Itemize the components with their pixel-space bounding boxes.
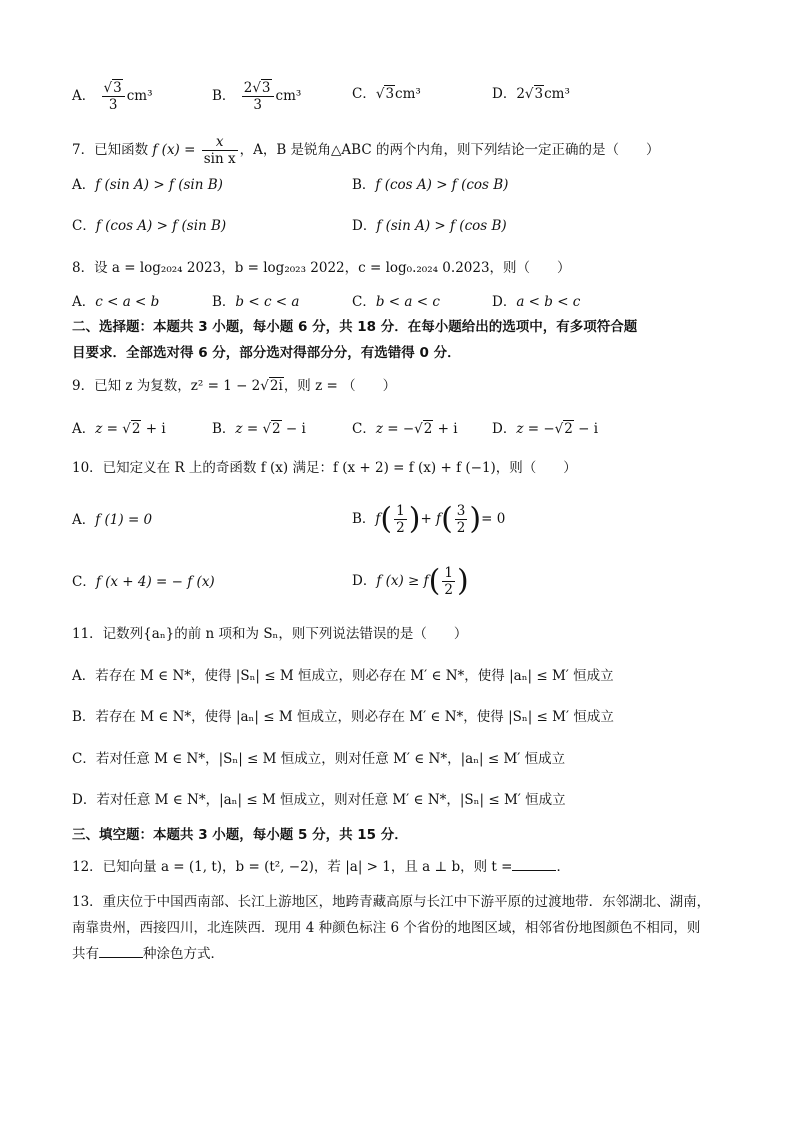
q8-option-c: C．b < a < c <box>352 294 440 310</box>
q6-option-a: A． $\frac{√3}{3}$ cm³ <box>72 80 153 113</box>
q7-option-c: C．f (cos A) > f (sin B) <box>72 218 227 234</box>
q10-option-b: B．f( $\frac{1}{2}$ )+ f( $\frac{3}{2}$ )= 0 <box>352 501 506 537</box>
q6-option-d: D．2√3cm³ <box>492 86 570 102</box>
q11-option-d: D．若对任意 M ∈ N*，|aₙ| ≤ M 恒成立，则对任意 M′ ∈ N*，|Sₙ| ≤ M′ 恒成立 <box>72 792 566 808</box>
q11-stem: 11．记数列{aₙ}的前 n 项和为 Sₙ，则下列说法错误的是（ ） <box>72 626 468 642</box>
q12-stem: 12．已知向量 a = (1, t)，b = (t², −2)，若 |a| > 1，且 a ⊥ b，则 t = ． <box>72 859 570 875</box>
q10-option-c: C．f (x + 4) = − f (x) <box>72 574 215 590</box>
q9-option-a: A．z = √2 + i <box>72 421 166 437</box>
q9-option-b: B．z = √2 − i <box>212 421 306 437</box>
q7-option-a: A．f (sin A) > f (sin B) <box>72 177 223 193</box>
q11-option-a: A．若存在 M ∈ N*，使得 |Sₙ| ≤ M 恒成立，则必存在 M′ ∈ N*，使得 |aₙ| ≤ M′ 恒成立 <box>72 668 614 684</box>
q13-answer-blank[interactable] <box>99 945 143 958</box>
q6-option-c: C．√3cm³ <box>352 86 421 102</box>
q10-option-d: D．f (x) ≥ f( $\frac{1}{2}$ ) <box>352 563 469 599</box>
q7-stem: 7．已知函数 f (x) = $\frac{x}{\text{sin x}}$ ，A，B 是锐角△ABC 的两个内角，则下列结论一定正确的是（ ） <box>72 134 660 167</box>
q11-option-b: B．若存在 M ∈ N*，使得 |aₙ| ≤ M 恒成立，则必存在 M′ ∈ N*，使得 |Sₙ| ≤ M′ 恒成立 <box>72 709 614 725</box>
q12-answer-blank[interactable] <box>512 858 556 871</box>
q8-stem: 8．设 a = log₂₀₂₄ 2023，b = log₂₀₂₃ 2022，c = log₀.₂₀₂₄ 0.2023，则（ ） <box>72 260 571 276</box>
q10-stem: 10．已知定义在 R 上的奇函数 f (x) 满足：f (x + 2) = f (x) + f (−1)，则（ ） <box>72 460 577 476</box>
q8-option-d: D．a < b < c <box>492 294 581 310</box>
q6-option-b: B． $\frac{2√3}{3}$ cm³ <box>212 80 302 113</box>
q7-option-d: D．f (sin A) > f (cos B) <box>352 218 507 234</box>
section2-heading-cont: 目要求．全部选对得 6 分，部分选对得部分分，有选错得 0 分． <box>72 345 461 361</box>
q7-option-b: B．f (cos A) > f (cos B) <box>352 177 509 193</box>
q9-stem: 9．已知 z 为复数，z² = 1 − 2√2i，则 z = （ ） <box>72 378 397 394</box>
section3-heading: 三、填空题：本题共 3 小题，每小题 5 分，共 15 分． <box>72 827 408 843</box>
q9-option-c: C．z = −√2 + i <box>352 421 458 437</box>
q8-option-a: A．c < a < b <box>72 294 160 310</box>
q13-stem: 13．重庆位于中国西南部、长江上游地区，地跨青藏高原与长江中下游平原的过渡地带．东邻湖北、湖南， 南靠贵州，西接四川，北连陕西．现用 4 种颜色标注 6 个省份的地图区域，相邻省份地图颜色不相同，则 共有 种涂色方式． <box>72 894 711 962</box>
section2-heading: 二、选择题：本题共 3 小题，每小题 6 分，共 18 分．在每小题给出的选项中，有多项符合题 <box>72 319 638 335</box>
q9-option-d: D．z = −√2 − i <box>492 421 599 437</box>
q8-option-b: B．b < c < a <box>212 294 300 310</box>
q10-option-a: A．f (1) = 0 <box>72 512 153 528</box>
q11-option-c: C．若对任意 M ∈ N*，|Sₙ| ≤ M 恒成立，则对任意 M′ ∈ N*，|aₙ| ≤ M′ 恒成立 <box>72 751 566 767</box>
